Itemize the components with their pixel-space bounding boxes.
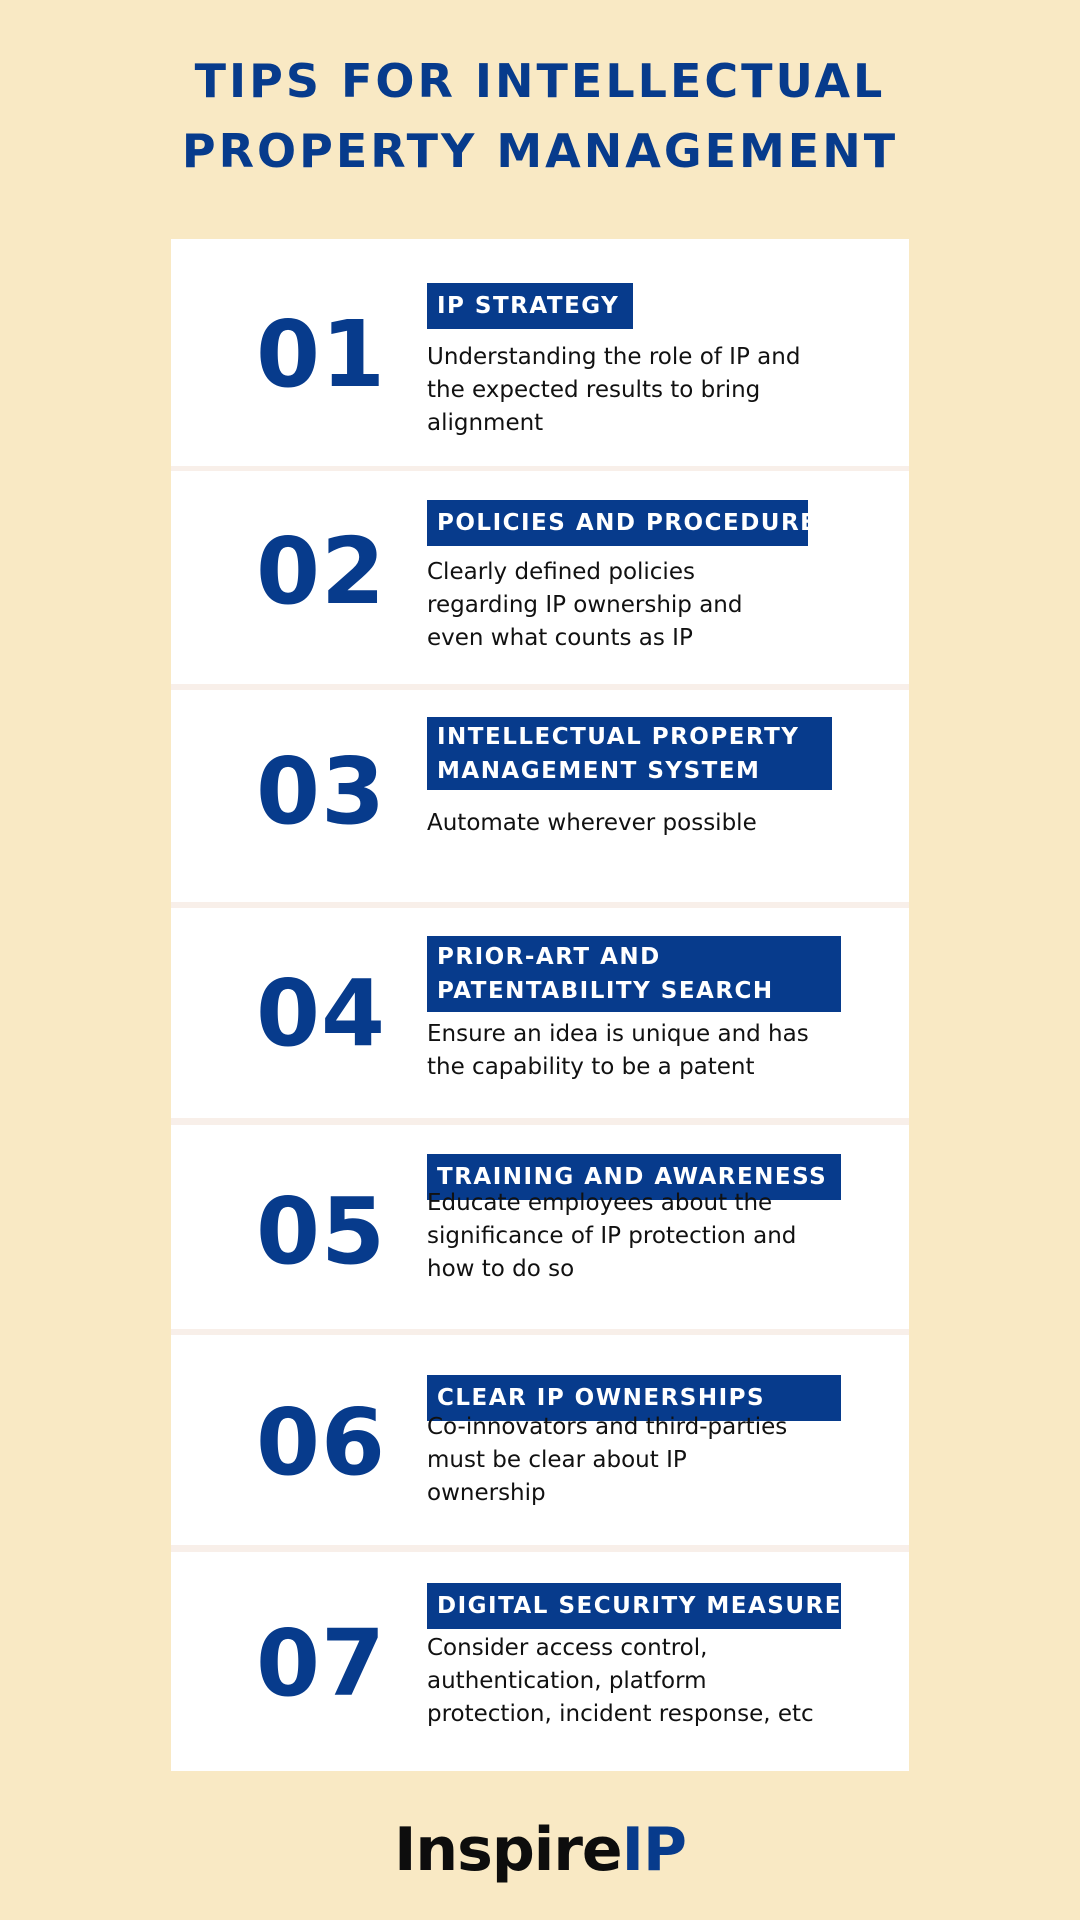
- tip-description-line: Automate wherever possible: [427, 810, 757, 836]
- tip-description: [427, 341, 857, 440]
- tip-description-line: Clearly defined policies: [427, 559, 695, 585]
- logo-text-inspire: Inspire: [394, 1815, 622, 1885]
- page-title-line-2: PROPERTY MANAGEMENT: [181, 124, 899, 178]
- tip-heading: [427, 1583, 861, 1629]
- tip-heading-line: PRIOR-ART AND: [437, 944, 661, 970]
- tips-list: [171, 239, 909, 1771]
- tip-heading-line: POLICIES AND PROCEDURES: [437, 510, 836, 536]
- tip-heading-line: PATENTABILITY SEARCH: [437, 978, 774, 1004]
- tip-description-line: protection, incident response, etc: [427, 1701, 814, 1727]
- tip-description: [427, 807, 857, 840]
- tip-description-line: Consider access control,: [427, 1635, 708, 1661]
- tip-heading-line: IP STRATEGY: [437, 293, 620, 319]
- tip-heading: [427, 936, 841, 1012]
- page-title-line-1: TIPS FOR INTELLECTUAL: [194, 54, 886, 108]
- tip-description-line: authentication, platform: [427, 1668, 707, 1694]
- tip-description-line: the expected results to bring: [427, 377, 761, 403]
- tip-description-line: even what counts as IP: [427, 625, 693, 651]
- tip-number: 05: [255, 1178, 387, 1285]
- tip-description-line: ownership: [427, 1480, 546, 1506]
- tip-number: 04: [255, 960, 387, 1067]
- tip-heading: [427, 283, 633, 329]
- tip-heading-line: TRAINING AND AWARENESS: [437, 1164, 828, 1190]
- logo-text-ip: IP: [621, 1815, 686, 1885]
- tip-card-06: [171, 1335, 909, 1545]
- tip-card-04: [171, 908, 909, 1118]
- tip-heading-line: DIGITAL SECURITY MEASURES: [437, 1593, 861, 1619]
- tip-heading-line: MANAGEMENT SYSTEM: [437, 757, 761, 784]
- tip-description-line: how to do so: [427, 1256, 575, 1282]
- tip-description-line: must be clear about IP: [427, 1447, 687, 1473]
- tip-card-02: [171, 471, 909, 684]
- tip-description-line: the capability to be a patent: [427, 1054, 755, 1080]
- tip-description: [427, 1632, 857, 1731]
- tip-number: 06: [255, 1389, 387, 1496]
- tip-description: [427, 1018, 857, 1084]
- inspireip-logo: [0, 1815, 1080, 1885]
- tip-description-line: regarding IP ownership and: [427, 592, 743, 618]
- tip-description: [427, 1187, 857, 1286]
- tip-heading: [427, 500, 836, 546]
- tip-description-line: Educate employees about the: [427, 1190, 773, 1216]
- tip-description: [427, 556, 857, 655]
- tip-card-01: [171, 239, 909, 466]
- tip-heading: [427, 717, 832, 790]
- tip-number: 01: [255, 301, 387, 408]
- tip-card-05: [171, 1125, 909, 1329]
- tip-description-line: Understanding the role of IP and: [427, 344, 801, 370]
- tip-heading-line: INTELLECTUAL PROPERTY: [437, 723, 800, 750]
- page-title: [0, 46, 1080, 186]
- tip-number: 02: [255, 518, 387, 625]
- tip-card-03: [171, 690, 909, 902]
- tip-description-line: Co-innovators and third-parties: [427, 1414, 788, 1440]
- tip-description-line: Ensure an idea is unique and has: [427, 1021, 809, 1047]
- tip-description-line: significance of IP protection and: [427, 1223, 797, 1249]
- tip-number: 07: [255, 1610, 387, 1717]
- tip-heading-line: CLEAR IP OWNERSHIPS: [437, 1385, 766, 1411]
- tip-number: 03: [255, 738, 387, 845]
- tip-description: [427, 1411, 857, 1510]
- tip-card-07: [171, 1552, 909, 1771]
- tip-description-line: alignment: [427, 410, 544, 436]
